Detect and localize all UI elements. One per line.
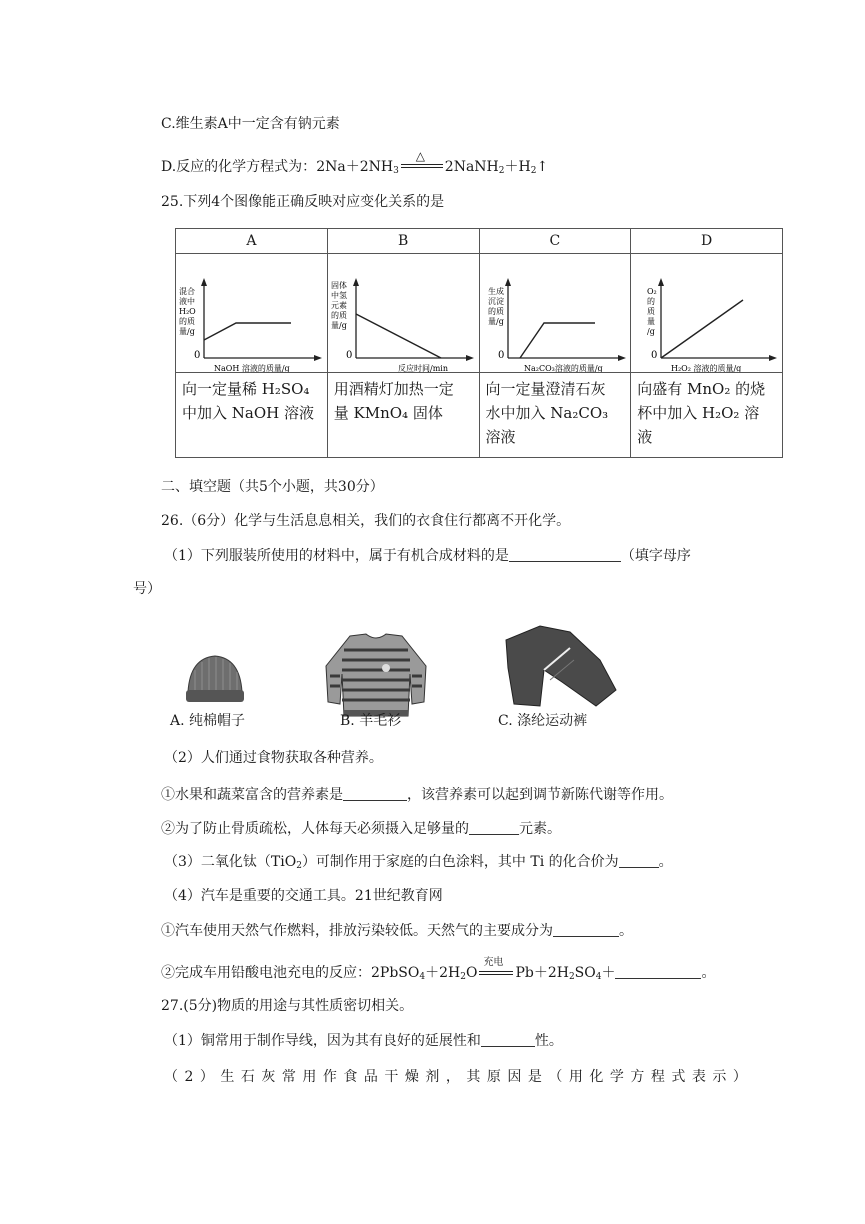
graph-c-xlabel: Na₂CO₃溶液的质量/g — [523, 364, 603, 372]
header-b: B — [327, 229, 479, 254]
q26-part4a-tail: 。 — [619, 923, 633, 939]
q26-part4: （4）汽车是重要的交通工具。21世纪教育网 — [164, 888, 443, 904]
graph-c-ylabel: 生成沉淀的质量/g — [487, 287, 504, 326]
caption-b-line: 用酒精灯加热一定 — [333, 380, 454, 398]
q26-part3-sub: 2 — [296, 861, 302, 871]
option-d — [161, 149, 549, 180]
graph-a-ylabel: 混合液中 H₂O 的质量/g — [179, 287, 196, 336]
q26-part3-tail: 。 — [658, 854, 673, 870]
q26-part2a-text: ①水果和蔬菜富含的营养素是 — [161, 787, 343, 803]
graph-d-origin: 0 — [651, 350, 658, 361]
graph-c-curve — [520, 323, 595, 358]
eq-condition-sign — [477, 957, 515, 980]
eq-condition-sign — [399, 149, 445, 174]
caption-b — [327, 373, 479, 458]
q25-stem: 25.下列4个图像能正确反映对应变化关系的是 — [161, 194, 445, 210]
answer-blank[interactable] — [615, 965, 701, 979]
q26-part4b-text: ②完成车用铅酸电池充电的反应：2PbSO — [161, 965, 420, 981]
q25-graph-table — [175, 228, 783, 458]
graph-b — [328, 254, 478, 372]
graph-b-ylabel: 固体中氢元素的质量/g — [330, 281, 347, 330]
caption-d — [631, 373, 783, 458]
header-d: D — [631, 229, 783, 254]
graph-b-xlabel: 反应时间/min — [397, 364, 448, 372]
q26-part4b-tail: 。 — [701, 965, 716, 981]
eq-part: SO — [574, 965, 596, 981]
eq-sub: 4 — [595, 972, 602, 982]
eq-part: ＋2H — [425, 965, 461, 981]
gas-up-arrow-icon: ↑ — [536, 159, 549, 175]
caption-c-line: 水中加入 Na₂CO₃ — [485, 404, 609, 422]
q26-part1-text: （1）下列服装所使用的材料中，属于有机合成材料的是 — [164, 548, 509, 564]
q27-part1 — [164, 1032, 563, 1050]
eq-part: ＋ — [601, 965, 616, 981]
item-a-label: A. 纯棉帽子 — [170, 713, 246, 729]
option-c: C.维生素A中一定含有钠元素 — [161, 116, 340, 132]
wool-sweater-image — [320, 630, 432, 720]
q26-part3-text: （3）二氧化钛（TiO — [164, 854, 297, 870]
caption-c-line: 向一定量澄清石灰 — [485, 380, 606, 398]
item-b-label: B. 羊毛衫 — [340, 713, 402, 729]
caption-a-line: 中加入 NaOH 溶液 — [182, 404, 314, 422]
caption-d-line: 向盛有 MnO₂ 的烧 — [637, 380, 766, 398]
graph-a-curve — [204, 323, 291, 340]
caption-b-line: 量 KMnO₄ 固体 — [333, 404, 443, 422]
graph-c — [480, 254, 630, 372]
cotton-hat-image — [180, 650, 250, 710]
graph-c-origin: 0 — [497, 350, 504, 361]
q26-part4a-text: ①汽车使用天然气作燃料，排放污染较低。天然气的主要成分为 — [161, 923, 553, 939]
answer-blank[interactable] — [469, 821, 519, 835]
eq-sub: 2 — [498, 166, 505, 176]
q26-part2: （2）人们通过食物获取各种营养。 — [164, 750, 383, 766]
sport-pants-image — [500, 620, 620, 710]
q26-part2b-tail: 元素。 — [519, 821, 561, 837]
q26-part4b — [161, 957, 716, 986]
heat-triangle-icon: △ — [415, 149, 426, 163]
graph-d-xlabel: H₂O₂ 溶液的质量/g — [671, 364, 742, 372]
q26-part3 — [164, 853, 673, 875]
q27-part1-tail: 性。 — [534, 1033, 563, 1049]
eq-sub: 2 — [460, 972, 466, 982]
charge-condition: 充电 — [483, 957, 504, 968]
answer-blank[interactable] — [343, 787, 407, 801]
graph-b-origin: 0 — [345, 350, 353, 361]
q26-part2b-text: ②为了防止骨质疏松，人体每天必须摄入足够量的 — [161, 821, 469, 837]
eq-product: 2NaNH — [444, 159, 499, 175]
caption-a — [176, 373, 328, 458]
graph-a-xlabel: NaOH 溶液的质量/g — [214, 364, 290, 372]
q26-part1-tail2: 号） — [133, 581, 161, 597]
answer-blank[interactable] — [509, 548, 621, 562]
graph-d-cell — [631, 254, 783, 373]
header-c: C — [479, 229, 631, 254]
graph-c-cell — [479, 254, 631, 373]
graph-b-curve — [356, 314, 441, 358]
q26-part2a-tail: ，该营养素可以起到调节新陈代谢等作用。 — [407, 787, 673, 803]
caption-d-line: 杯中加入 H₂O₂ 溶 — [637, 404, 760, 422]
q26-part2b — [161, 820, 561, 838]
eq-part: Pb＋2H — [515, 965, 569, 981]
answer-blank[interactable] — [619, 854, 659, 868]
section-heading: 二、填空题（共5个小题，共30分） — [161, 479, 384, 495]
eq-sub: 4 — [419, 972, 426, 982]
graph-b-cell — [327, 254, 479, 373]
caption-a-line: 向一定量稀 H₂SO₄ — [182, 380, 310, 398]
eq-reactant: 2Na＋2NH — [316, 159, 394, 175]
caption-c — [479, 373, 631, 458]
q26-part4a — [161, 922, 633, 940]
graph-d-ylabel: O₂ 的质量/g — [647, 287, 658, 336]
eq-sub: 2 — [568, 972, 575, 982]
eq-sub: 2 — [530, 166, 537, 176]
answer-blank[interactable] — [481, 1033, 535, 1047]
graph-a — [176, 254, 326, 372]
q26-part1-tail: （填字母序 — [620, 548, 691, 564]
eq-product: ＋H — [504, 159, 531, 175]
item-c-label: C. 涤纶运动裤 — [498, 713, 588, 729]
q27-part1-text: （1）铜常用于制作导线，因为其有良好的延展性和 — [164, 1033, 481, 1049]
caption-d-line: 液 — [637, 428, 653, 446]
answer-blank[interactable] — [553, 923, 619, 937]
option-d-prefix: D.反应的化学方程式为： — [161, 159, 317, 175]
q26-part2a — [161, 786, 673, 804]
caption-c-line: 溶液 — [485, 428, 516, 446]
q26-part3-mid: ）可制作用于家庭的白色涂料，其中 Ti 的化合价为 — [301, 854, 619, 870]
q26-stem: 26.（6分）化学与生活息息相关，我们的衣食住行都离不开化学。 — [161, 513, 571, 529]
graph-d — [631, 254, 781, 372]
q27-stem: 27.(5分)物质的用途与其性质密切相关。 — [161, 998, 414, 1014]
q27-part2: （2）生石灰常用作食品干燥剂，其原因是（用化学方程式表示） — [164, 1069, 754, 1085]
eq-sub: 3 — [393, 166, 399, 176]
graph-d-curve — [661, 300, 743, 358]
eq-part: O — [465, 965, 478, 981]
graph-a-origin: 0 — [194, 350, 201, 361]
q26-part1 — [164, 547, 691, 565]
header-a: A — [176, 229, 328, 254]
graph-a-cell — [176, 254, 328, 373]
